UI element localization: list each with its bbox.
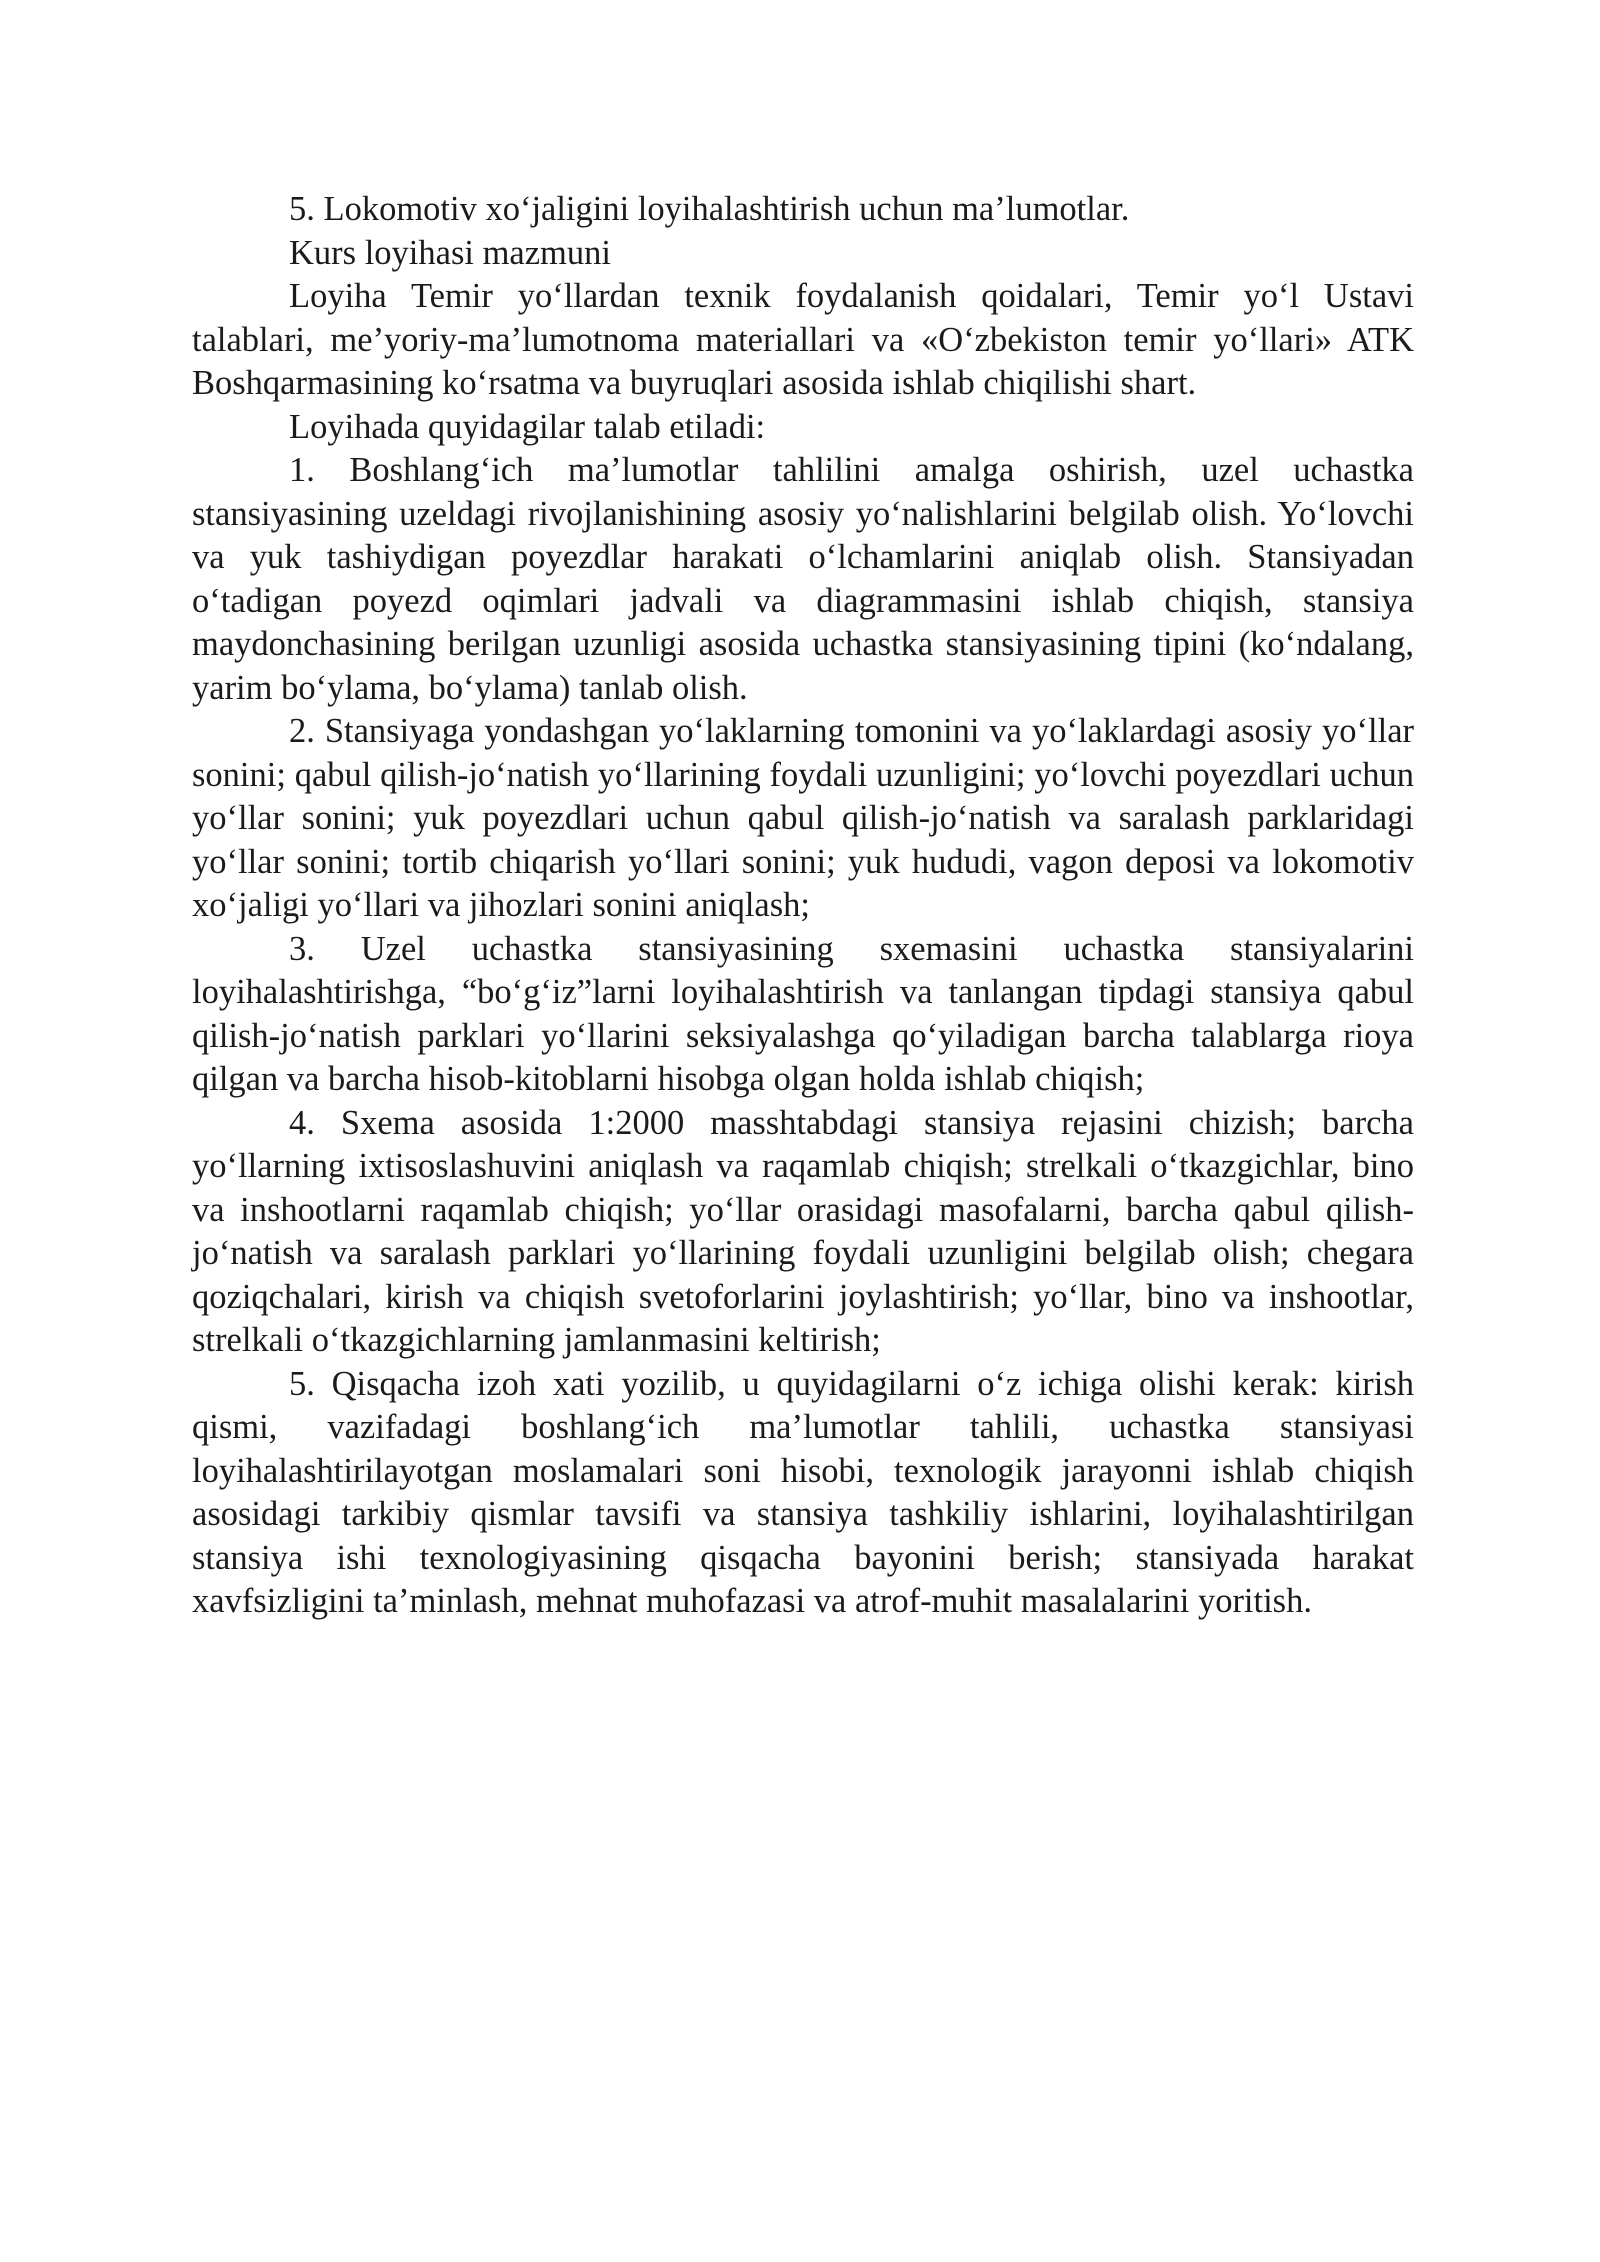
section-heading: Kurs loyihasi mazmuni xyxy=(289,233,611,272)
list-item-2: 2. Stansiyaga yondashgan yo‘laklarning tomonini va yo‘laklardagi asosiy yo‘llar sonini; qabul qilish-jo‘natish yo‘llarining foydali uzunligini; yo‘lovchi poyezdlari uchun yo‘llar sonini; yuk poyezdlari uchun qabul qilish-jo‘natish va saralash parklaridagi yo‘llar sonini; tortib chiqarish yo‘llari sonini; yuk hududi, vagon deposi va lokomotiv xo‘jaligi yo‘llari va jihozlari sonini aniqlash; xyxy=(192,712,1414,924)
paragraph-project-basis: Loyiha Temir yo‘llardan texnik foydalanish qoidalari, Temir yo‘l Ustavi talablari, me’yoriy-ma’lumotnoma materiallari va «O‘zbekiston temir yo‘llari» ATK Boshqarmasining ko‘rsatma va buyruqlari asosida ishlab chiqilishi shart. xyxy=(192,277,1414,402)
document-page xyxy=(192,188,1414,1624)
list-item-4: 4. Sxema asosida 1:2000 masshtabdagi stansiya rejasini chizish; barcha yo‘llarning ixtisoslashuvini aniqlash va raqamlab chiqish; strelkali o‘tkazgichlar, bino va inshootlarni raqamlab chiqish; yo‘llar orasidagi masofalarni, barcha qabul qilish-jo‘natish va saralash parklari yo‘llarining foydali uzunligini belgilab olish; chegara qoziqchalari, kirish va chiqish svetoforlarini joylashtirish; yo‘llar, bino va inshootlar, strelkali o‘tkazgichlarning jamlanmasini keltirish; xyxy=(192,1103,1414,1359)
paragraph-lokomotiv-data: 5. Lokomotiv xo‘jaligini loyihalashtirish uchun ma’lumotlar. xyxy=(289,190,1130,228)
list-item-3: 3. Uzel uchastka stansiyasining sxemasini uchastka stansiyalarini loyihalashtirishga, “bo‘g‘iz”larni loyihalashtirish va tanlangan tipdagi stansiya qabul qilish-jo‘natish parklari yo‘llarini seksiyalashga qo‘yiladigan barcha talablarga rioya qilgan va barcha hisob-kitoblarni hisobga olgan holda ishlab chiqish; xyxy=(192,929,1414,1098)
list-item-5: 5. Qisqacha izoh xati yozilib, u quyidagilarni o‘z ichiga olishi kerak: kirish qismi, vazifadagi boshlang‘ich ma’lumotlar tahlili, uchastka stansiyasi loyihalashtirilayotgan moslamalari soni hisobi, texnologik jarayonni ishlab chiqish asosidagi tarkibiy qismlar tavsifi va stansiya tashkiliy ishlarini, loyihalashtirilgan stansiya ishi texnologiyasining qisqacha bayonini berish; stansiyada harakat xavfsizligini ta’minlash, mehnat muhofazasi va atrof-muhit masalalarini yoritish. xyxy=(192,1364,1414,1620)
paragraph-requirements-intro: Loyihada quyidagilar talab etiladi: xyxy=(289,407,766,446)
list-item-1: 1. Boshlang‘ich ma’lumotlar tahlilini amalga oshirish, uzel uchastka stansiyasining uzeldagi rivojlanishining asosiy yo‘nalishlarini belgilab olish. Yo‘lovchi va yuk tashiydigan poyezdlar harakati o‘lchamlarini aniqlab olish. Stansiyadan o‘tadigan poyezd oqimlari jadvali va diagrammasini ishlab chiqish, stansiya maydonchasining berilgan uzunligi asosida uchastka stansiyasining tipini (ko‘ndalang, yarim bo‘ylama, bo‘ylama) tanlab olish. xyxy=(192,451,1414,707)
